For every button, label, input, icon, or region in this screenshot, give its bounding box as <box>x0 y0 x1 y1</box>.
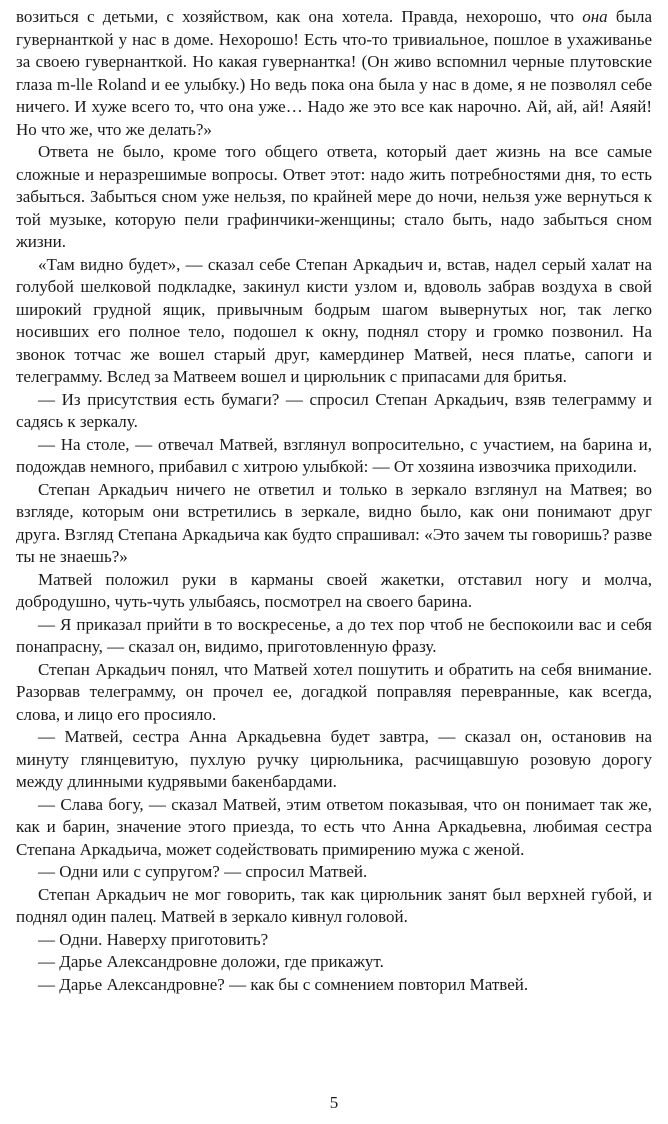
paragraph: — Из присутствия есть бумаги? — спросил Степан Аркадьич, взяв телеграмму и садясь к зеркалу. <box>16 389 652 431</box>
paragraph: «Там видно будет», — сказал себе Степан Аркадьич и, встав, надел серый халат на голубой шелковой подкладке, закинул кисти узлом и, вдоволь забрав воздуха в свой широкий грудной ящик, привычным бодрым шагом вывернутых ног, так легко носивших его полное тело, подошел к окну, поднял стору и громко позвонил. На звонок тотчас же вошел старый друг, камердинер Матвей, неся платье, сапоги и телеграмму. Вслед за Матвеем вошел и цирюльник с припасами для бритья. <box>16 254 652 386</box>
paragraph: возиться с детьми, с хозяйством, как она хотела. Правда, нехорошо, что она была гувернанткой у нас в доме. Нехорошо! Есть что-то тривиальное, пошлое в ухаживанье за своею гувернанткой. Но какая гувернантка! (Он живо вспомнил черные плутовские глаза m-lle Roland и ее улыбку.) Но ведь пока она была у нас в доме, я не позволял себе ничего. И хуже всего то, что она уже… Надо же это все как нарочно. Ай, ай, ай! Аяяй! Но что же, что же делать?» <box>16 7 652 139</box>
paragraph: — Дарье Александровне доложи, где прикажут. <box>38 952 384 971</box>
paragraph: — Слава богу, — сказал Матвей, этим ответом показывая, что он понимает так же, как и барин, значение этого приезда, то есть что Анна Аркадьевна, любимая сестра Степана Аркадьича, может содействовать примирению мужа с женой. <box>16 794 652 859</box>
paragraph: Степан Аркадьич не мог говорить, так как цирюльник занят был верхней губой, и поднял один палец. Матвей в зеркало кивнул головой. <box>16 884 652 926</box>
paragraph: — Одни или с супругом? — спросил Матвей. <box>38 862 368 881</box>
paragraph: Степан Аркадьич понял, что Матвей хотел пошутить и обратить на себя внимание. Разорвав телеграмму, он прочел ее, догадкой поправляя перевранные, как всегда, слова, и лицо его просияло. <box>16 659 652 724</box>
body-text <box>16 6 652 996</box>
paragraph: — Дарье Александровне? — как бы с сомнением повторил Матвей. <box>38 974 529 994</box>
paragraph: — Я приказал прийти в то воскресенье, а до тех пор чтоб не беспокоили вас и себя понапрасну, — сказал он, видимо, приготовленную фразу. <box>16 614 652 656</box>
paragraph: — Матвей, сестра Анна Аркадьевна будет завтра, — сказал он, остановив на минуту глянцевитую, пухлую ручку цирюльника, расчищавшую розовую дорогу между длинными кудрявыми бакенбардами. <box>16 727 652 791</box>
paragraph: Степан Аркадьич ничего не ответил и только в зеркало взглянул на Матвея; во взгляде, которым они встретились в зеркале, видно было, как они понимают друг друга. Взгляд Степана Аркадьича как будто спрашивал: «Это зачем ты говоришь? разве ты не знаешь?» <box>16 479 652 566</box>
paragraph: — На столе, — отвечал Матвей, взглянул вопросительно, с участием, на барина и, подождав немного, прибавил с хитрою улыбкой: — От хозяина извозчика приходили. <box>16 434 652 476</box>
paragraph: — Одни. Наверху приготовить? <box>38 929 269 949</box>
paragraph: Ответа не было, кроме того общего ответа, который дает жизнь на все самые сложные и неразрешимые вопросы. Ответ этот: надо жить потребностями дня, то есть забыться. Забыться сном уже нельзя, по крайней мере до ночи, нельзя уже вернуться к той музыке, которую пели графинчики-женщины; стало быть, надо забыться сном жизни. <box>16 142 652 251</box>
page-number: 5 <box>329 1093 339 1112</box>
paragraph: Матвей положил руки в карманы своей жакетки, отставил ногу и молча, добродушно, чуть-чуть улыбаясь, посмотрел на своего барина. <box>16 569 652 611</box>
